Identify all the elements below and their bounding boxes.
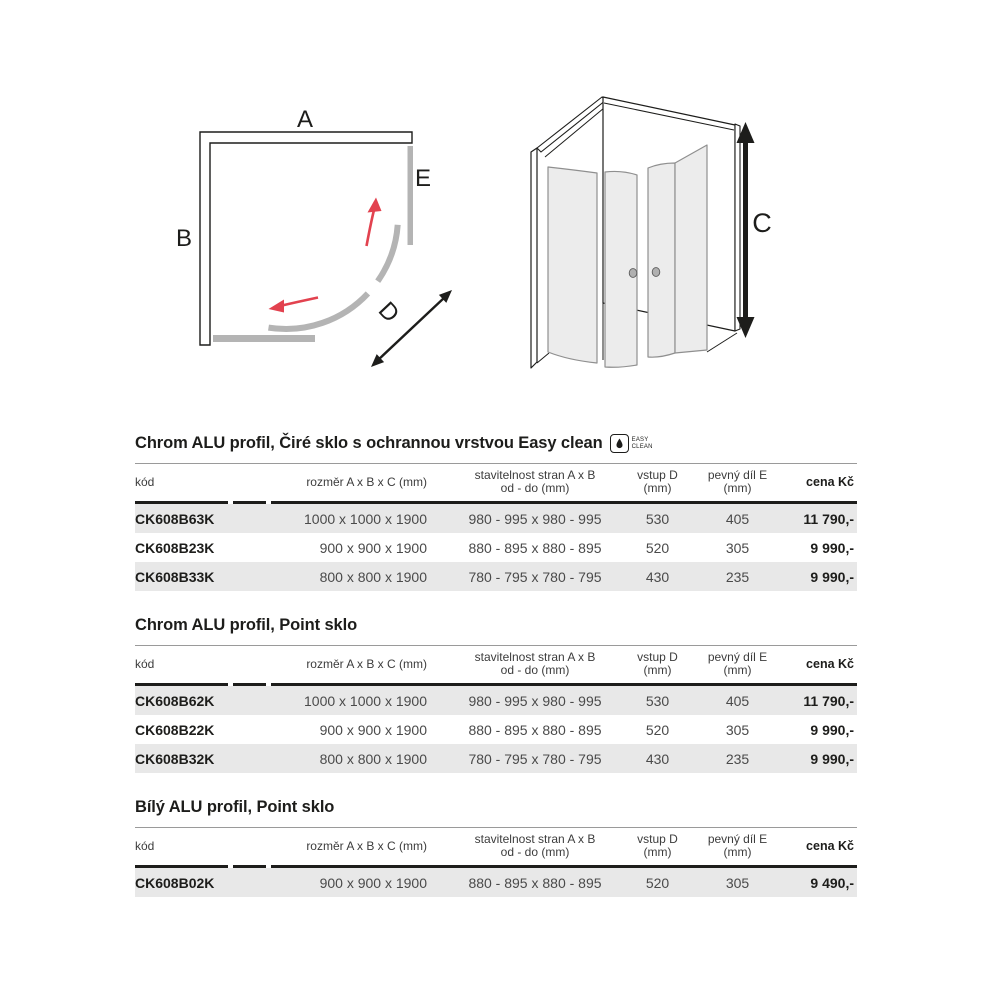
label-e: E bbox=[414, 165, 432, 192]
col-header-rozmer: rozměr A x B x C (mm) bbox=[250, 464, 445, 503]
cell-stavitelnost: 980 - 995 x 980 - 995 bbox=[468, 692, 602, 709]
cell-cena: 11 790,- bbox=[803, 510, 854, 527]
dimension-d-arrow bbox=[371, 290, 452, 367]
cell-cena: 9 990,- bbox=[810, 539, 854, 556]
cell-pevny-dil: 405 bbox=[725, 510, 750, 527]
cell-rozmer: 1000 x 1000 x 1900 bbox=[304, 510, 427, 527]
cell-stavitelnost: 880 - 895 x 880 - 895 bbox=[468, 721, 602, 738]
door-arc-upper bbox=[378, 225, 398, 281]
cell-vstup: 520 bbox=[645, 539, 670, 556]
door-handle-right bbox=[652, 268, 660, 277]
section-title bbox=[135, 433, 857, 454]
price-section-chrom-point bbox=[135, 615, 857, 773]
cell-cena: 9 990,- bbox=[810, 721, 854, 738]
header-rule-gap bbox=[266, 683, 271, 686]
label-b: B bbox=[175, 225, 193, 252]
spec-table bbox=[135, 463, 857, 591]
cell-rozmer: 800 x 800 x 1900 bbox=[319, 750, 427, 767]
fixed-part-bottom-bar bbox=[213, 335, 315, 342]
cell-rozmer: 900 x 900 x 1900 bbox=[319, 721, 427, 738]
col-header-vstup: vstup D (mm) bbox=[625, 464, 690, 503]
cell-vstup: 520 bbox=[645, 721, 670, 738]
cell-kod: CK608B33K bbox=[135, 568, 215, 585]
cell-stavitelnost: 880 - 895 x 880 - 895 bbox=[468, 539, 602, 556]
cell-pevny-dil: 235 bbox=[725, 750, 750, 767]
easy-clean-label: EASY CLEAN bbox=[631, 437, 653, 450]
header-rule-gap bbox=[266, 501, 271, 504]
col-header-pevny-dil: pevný díl E (mm) bbox=[690, 828, 785, 867]
cell-cena: 9 990,- bbox=[810, 568, 854, 585]
cell-vstup: 530 bbox=[645, 510, 670, 527]
door-motion-arrow-left bbox=[269, 298, 319, 313]
label-d: D bbox=[372, 296, 405, 328]
col-header-rozmer: rozměr A x B x C (mm) bbox=[250, 828, 445, 867]
technical-drawings bbox=[0, 0, 1000, 420]
cell-kod: CK608B23K bbox=[135, 539, 215, 556]
cell-rozmer: 900 x 900 x 1900 bbox=[319, 874, 427, 891]
header-rule-gap bbox=[228, 683, 233, 686]
table-row bbox=[135, 562, 857, 591]
cell-vstup: 430 bbox=[645, 750, 670, 767]
col-header-vstup: vstup D (mm) bbox=[625, 646, 690, 685]
section-title bbox=[135, 615, 857, 636]
cell-pevny-dil: 305 bbox=[725, 539, 750, 556]
cell-stavitelnost: 980 - 995 x 980 - 995 bbox=[468, 510, 602, 527]
header-rule-gap bbox=[266, 865, 271, 868]
door-handle-left bbox=[629, 269, 637, 278]
cell-rozmer: 1000 x 1000 x 1900 bbox=[304, 692, 427, 709]
label-c: C bbox=[752, 208, 772, 238]
plan-view-diagram bbox=[176, 106, 452, 367]
cell-kod: CK608B62K bbox=[135, 692, 215, 709]
header-row bbox=[135, 464, 857, 503]
header-row bbox=[135, 646, 857, 685]
iso-glass-fixed-left bbox=[548, 167, 597, 363]
cell-kod: CK608B22K bbox=[135, 721, 215, 738]
iso-glass-fixed-right bbox=[675, 145, 707, 353]
price-section-chrom-cire bbox=[135, 433, 857, 591]
col-header-stavitelnost: stavitelnost stran A x B od - do (mm) bbox=[445, 828, 625, 867]
iso-right-wall-edge bbox=[735, 124, 740, 331]
col-header-cena: cena Kč bbox=[785, 464, 857, 503]
section-title-text: Chrom ALU profil, Point sklo bbox=[135, 616, 358, 634]
cell-vstup: 530 bbox=[645, 692, 670, 709]
col-header-kod: kód bbox=[135, 828, 250, 867]
col-header-vstup: vstup D (mm) bbox=[625, 828, 690, 867]
col-header-kod: kód bbox=[135, 646, 250, 685]
table-row bbox=[135, 744, 857, 773]
section-title-text: Bílý ALU profil, Point sklo bbox=[135, 798, 335, 816]
iso-glass-door-right bbox=[648, 163, 675, 357]
header-row bbox=[135, 828, 857, 867]
cell-rozmer: 900 x 900 x 1900 bbox=[319, 539, 427, 556]
col-header-stavitelnost: stavitelnost stran A x B od - do (mm) bbox=[445, 646, 625, 685]
section-title-text: Chrom ALU profil, Čiré sklo s ochrannou vrstvou Easy clean bbox=[135, 434, 603, 452]
col-header-pevny-dil: pevný díl E (mm) bbox=[690, 464, 785, 503]
table-row bbox=[135, 503, 857, 534]
cell-kod: CK608B02K bbox=[135, 874, 215, 891]
easy-clean-badge bbox=[610, 434, 653, 453]
col-header-cena: cena Kč bbox=[785, 646, 857, 685]
col-header-kod: kód bbox=[135, 464, 250, 503]
header-rule-gap bbox=[228, 501, 233, 504]
cell-pevny-dil: 305 bbox=[725, 874, 750, 891]
cell-cena: 11 790,- bbox=[803, 692, 854, 709]
col-header-stavitelnost: stavitelnost stran A x B od - do (mm) bbox=[445, 464, 625, 503]
cell-kod: CK608B63K bbox=[135, 510, 215, 527]
iso-left-wall bbox=[531, 148, 537, 368]
cell-rozmer: 800 x 800 x 1900 bbox=[319, 568, 427, 585]
table-row bbox=[135, 867, 857, 898]
table-row bbox=[135, 533, 857, 562]
cell-vstup: 520 bbox=[645, 874, 670, 891]
cell-stavitelnost: 780 - 795 x 780 - 795 bbox=[468, 568, 602, 585]
cell-pevny-dil: 405 bbox=[725, 692, 750, 709]
isometric-diagram bbox=[531, 97, 772, 368]
water-drop-icon bbox=[610, 434, 629, 453]
fixed-part-e-bar bbox=[408, 146, 414, 245]
spec-table bbox=[135, 645, 857, 773]
cell-vstup: 430 bbox=[645, 568, 670, 585]
table-row bbox=[135, 685, 857, 716]
table-row bbox=[135, 715, 857, 744]
col-header-pevny-dil: pevný díl E (mm) bbox=[690, 646, 785, 685]
iso-back-left-wall bbox=[537, 97, 606, 152]
cell-cena: 9 490,- bbox=[810, 874, 854, 891]
door-motion-arrow-up bbox=[367, 198, 382, 247]
col-header-rozmer: rozměr A x B x C (mm) bbox=[250, 646, 445, 685]
cell-stavitelnost: 780 - 795 x 780 - 795 bbox=[468, 750, 602, 767]
cell-cena: 9 990,- bbox=[810, 750, 854, 767]
cell-stavitelnost: 880 - 895 x 880 - 895 bbox=[468, 874, 602, 891]
header-rule-gap bbox=[228, 865, 233, 868]
section-title bbox=[135, 797, 857, 818]
col-header-cena: cena Kč bbox=[785, 828, 857, 867]
cell-pevny-dil: 305 bbox=[725, 721, 750, 738]
spec-table bbox=[135, 827, 857, 897]
cell-pevny-dil: 235 bbox=[725, 568, 750, 585]
price-section-bily-point bbox=[135, 797, 857, 897]
label-a: A bbox=[296, 106, 314, 133]
cell-kod: CK608B32K bbox=[135, 750, 215, 767]
